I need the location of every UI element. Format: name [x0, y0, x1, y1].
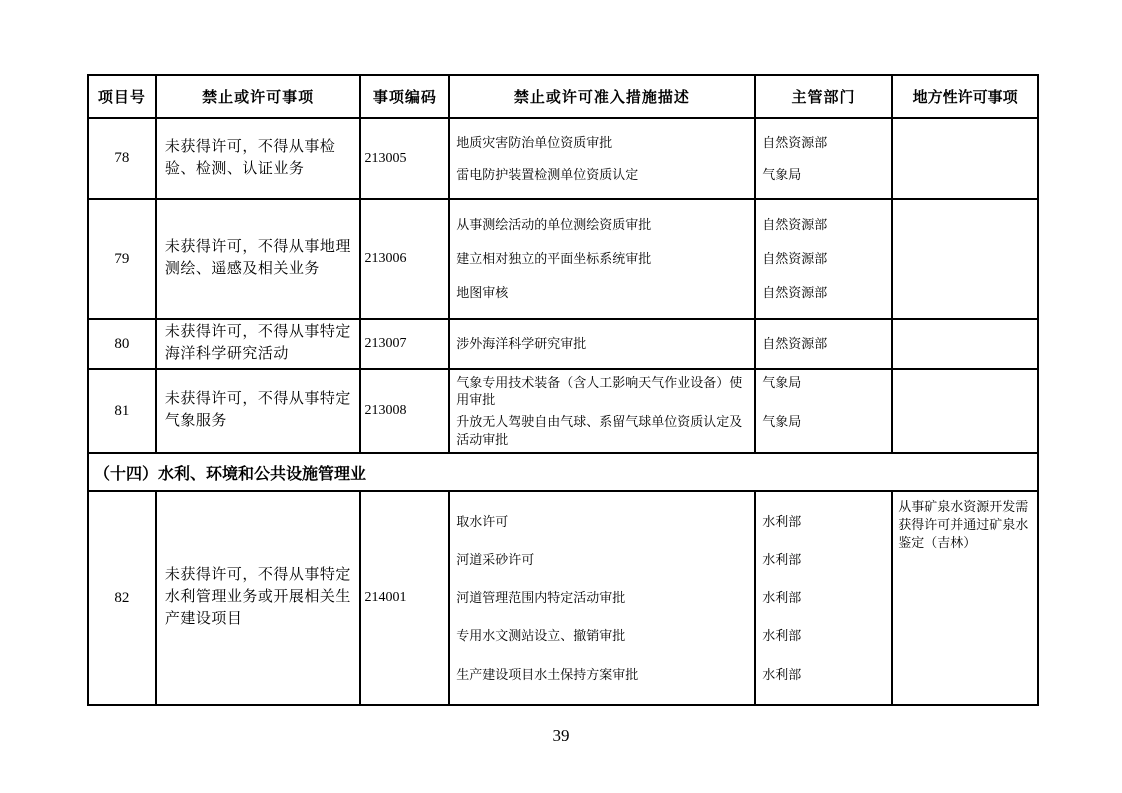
- column-divider: [754, 119, 756, 198]
- header-label: 禁止或许可事项: [202, 90, 315, 106]
- measure-line: [450, 166, 891, 184]
- header-cell-department: [756, 76, 894, 117]
- measure-line: [450, 134, 891, 152]
- header-label: 地方性许可事项: [912, 90, 1018, 106]
- header-cell-item-code: [361, 76, 450, 117]
- item-number: 81: [114, 402, 130, 419]
- header-cell-item-name: [157, 76, 362, 117]
- table-row-80: [89, 320, 1037, 370]
- local-permit-cell: [893, 492, 1037, 704]
- measure-line: [450, 513, 891, 531]
- measure-line: [450, 413, 891, 448]
- item-code: 213006: [364, 251, 407, 266]
- header-cell-local-permit: [893, 76, 1037, 117]
- item-code: 213007: [364, 336, 407, 351]
- measure-line: [450, 216, 891, 234]
- measure-line: [450, 335, 891, 353]
- measure-desc: 生产建设项目水土保持方案审批: [456, 666, 639, 682]
- item-code-cell: [361, 320, 450, 368]
- item-name-cell: [157, 119, 362, 198]
- item-code: 213008: [364, 403, 407, 418]
- page-number: 39: [552, 726, 570, 745]
- measure-line: [450, 627, 891, 645]
- header-label: 事项编码: [372, 90, 437, 106]
- measure-desc: 雷电防护装置检测单位资质认定: [456, 166, 639, 182]
- measure-desc: 专用水文测站设立、撤销审批: [456, 628, 626, 644]
- item-name-cell: [157, 492, 362, 704]
- item-name-cell: [157, 200, 362, 318]
- measure-dept: 自然资源部: [762, 134, 828, 150]
- measures-cell: [450, 492, 893, 704]
- measure-dept: 水利部: [762, 513, 802, 529]
- measure-desc: 河道采砂许可: [456, 551, 535, 567]
- measures-cell: [450, 200, 893, 318]
- measure-line: [450, 589, 891, 607]
- measure-dept: 水利部: [762, 551, 802, 567]
- item-code-cell: [361, 492, 450, 704]
- column-divider: [754, 492, 756, 704]
- column-divider: [754, 200, 756, 318]
- item-number-cell: [89, 492, 157, 704]
- item-number: 82: [114, 589, 130, 606]
- header-label: 主管部门: [791, 90, 856, 106]
- measures-cell: [450, 370, 893, 452]
- section-title: （十四）水利、环境和公共设施管理业: [94, 465, 367, 483]
- measure-dept: 水利部: [762, 590, 802, 606]
- measure-desc: 河道管理范围内特定活动审批: [456, 590, 626, 606]
- measure-desc: 建立相对独立的平面坐标系统审批: [456, 251, 652, 267]
- column-divider: [754, 320, 756, 368]
- measure-desc: 升放无人驾驶自由气球、系留气球单位资质认定及活动审批: [456, 413, 743, 447]
- local-permit-cell: [893, 200, 1037, 318]
- table-header-row: [89, 76, 1037, 119]
- item-number: 78: [114, 150, 130, 166]
- item-number: 80: [114, 335, 130, 352]
- item-name: 未获得许可，不得从事特定海洋科学研究活动: [164, 324, 351, 362]
- measure-line: [450, 250, 891, 268]
- item-name: 未获得许可，不得从事地理测绘、遥感及相关业务: [164, 239, 351, 277]
- measures-cell: [450, 119, 893, 198]
- header-label: 项目号: [97, 90, 146, 106]
- header-cell-measure-desc: [450, 76, 755, 117]
- permit-items-table: [87, 74, 1039, 706]
- table-row-81: [89, 370, 1037, 454]
- local-permit-cell: [893, 370, 1037, 452]
- section-header-row: [89, 454, 1037, 492]
- item-number-cell: [89, 119, 157, 198]
- item-name: 未获得许可，不得从事检验、检测、认证业务: [164, 138, 336, 177]
- measure-dept: 气象局: [762, 166, 802, 182]
- item-number-cell: [89, 370, 157, 452]
- item-name: 未获得许可，不得从事特定水利管理业务或开展相关生产建设项目: [164, 567, 351, 627]
- column-divider: [754, 370, 756, 452]
- table-row-82: [89, 492, 1037, 704]
- item-number-cell: [89, 200, 157, 318]
- measure-desc: 取水许可: [456, 513, 509, 529]
- measure-line: [450, 374, 891, 409]
- measure-desc: 地质灾害防治单位资质审批: [456, 134, 613, 150]
- measure-dept: 自然资源部: [762, 251, 828, 267]
- item-name-cell: [157, 370, 362, 452]
- measure-dept: 气象局: [762, 413, 802, 429]
- item-code-cell: [361, 119, 450, 198]
- item-code: 214001: [364, 590, 407, 605]
- measure-dept: 气象局: [762, 374, 802, 390]
- measure-line: [450, 666, 891, 684]
- measure-desc: 气象专用技术装备（含人工影响天气作业设备）使用审批: [456, 374, 743, 408]
- measure-desc: 涉外海洋科学研究审批: [456, 336, 587, 352]
- item-code: 213005: [364, 150, 407, 166]
- local-permit-text: 从事矿泉水资源开发需获得许可并通过矿泉水鉴定（吉林）: [898, 499, 1029, 551]
- measure-dept: 水利部: [762, 666, 802, 682]
- item-name-cell: [157, 320, 362, 368]
- header-cell-item-number: [89, 76, 157, 117]
- measure-line: [450, 284, 891, 302]
- measure-dept: 自然资源部: [762, 336, 828, 352]
- local-permit-cell: [893, 320, 1037, 368]
- measure-dept: 水利部: [762, 628, 802, 644]
- local-permit-cell: [893, 119, 1037, 198]
- item-code-cell: [361, 200, 450, 318]
- measure-desc: 从事测绘活动的单位测绘资质审批: [456, 217, 652, 233]
- item-name: 未获得许可，不得从事特定气象服务: [164, 391, 351, 429]
- table-row-78: [89, 119, 1037, 200]
- item-number: 79: [114, 250, 130, 267]
- header-label: 禁止或许可准入措施描述: [513, 90, 690, 106]
- measure-dept: 自然资源部: [762, 285, 828, 301]
- measure-line: [450, 551, 891, 569]
- measure-desc: 地图审核: [456, 285, 509, 301]
- item-code-cell: [361, 370, 450, 452]
- measures-cell: [450, 320, 893, 368]
- table-row-79: [89, 200, 1037, 320]
- item-number-cell: [89, 320, 157, 368]
- measure-dept: 自然资源部: [762, 217, 828, 233]
